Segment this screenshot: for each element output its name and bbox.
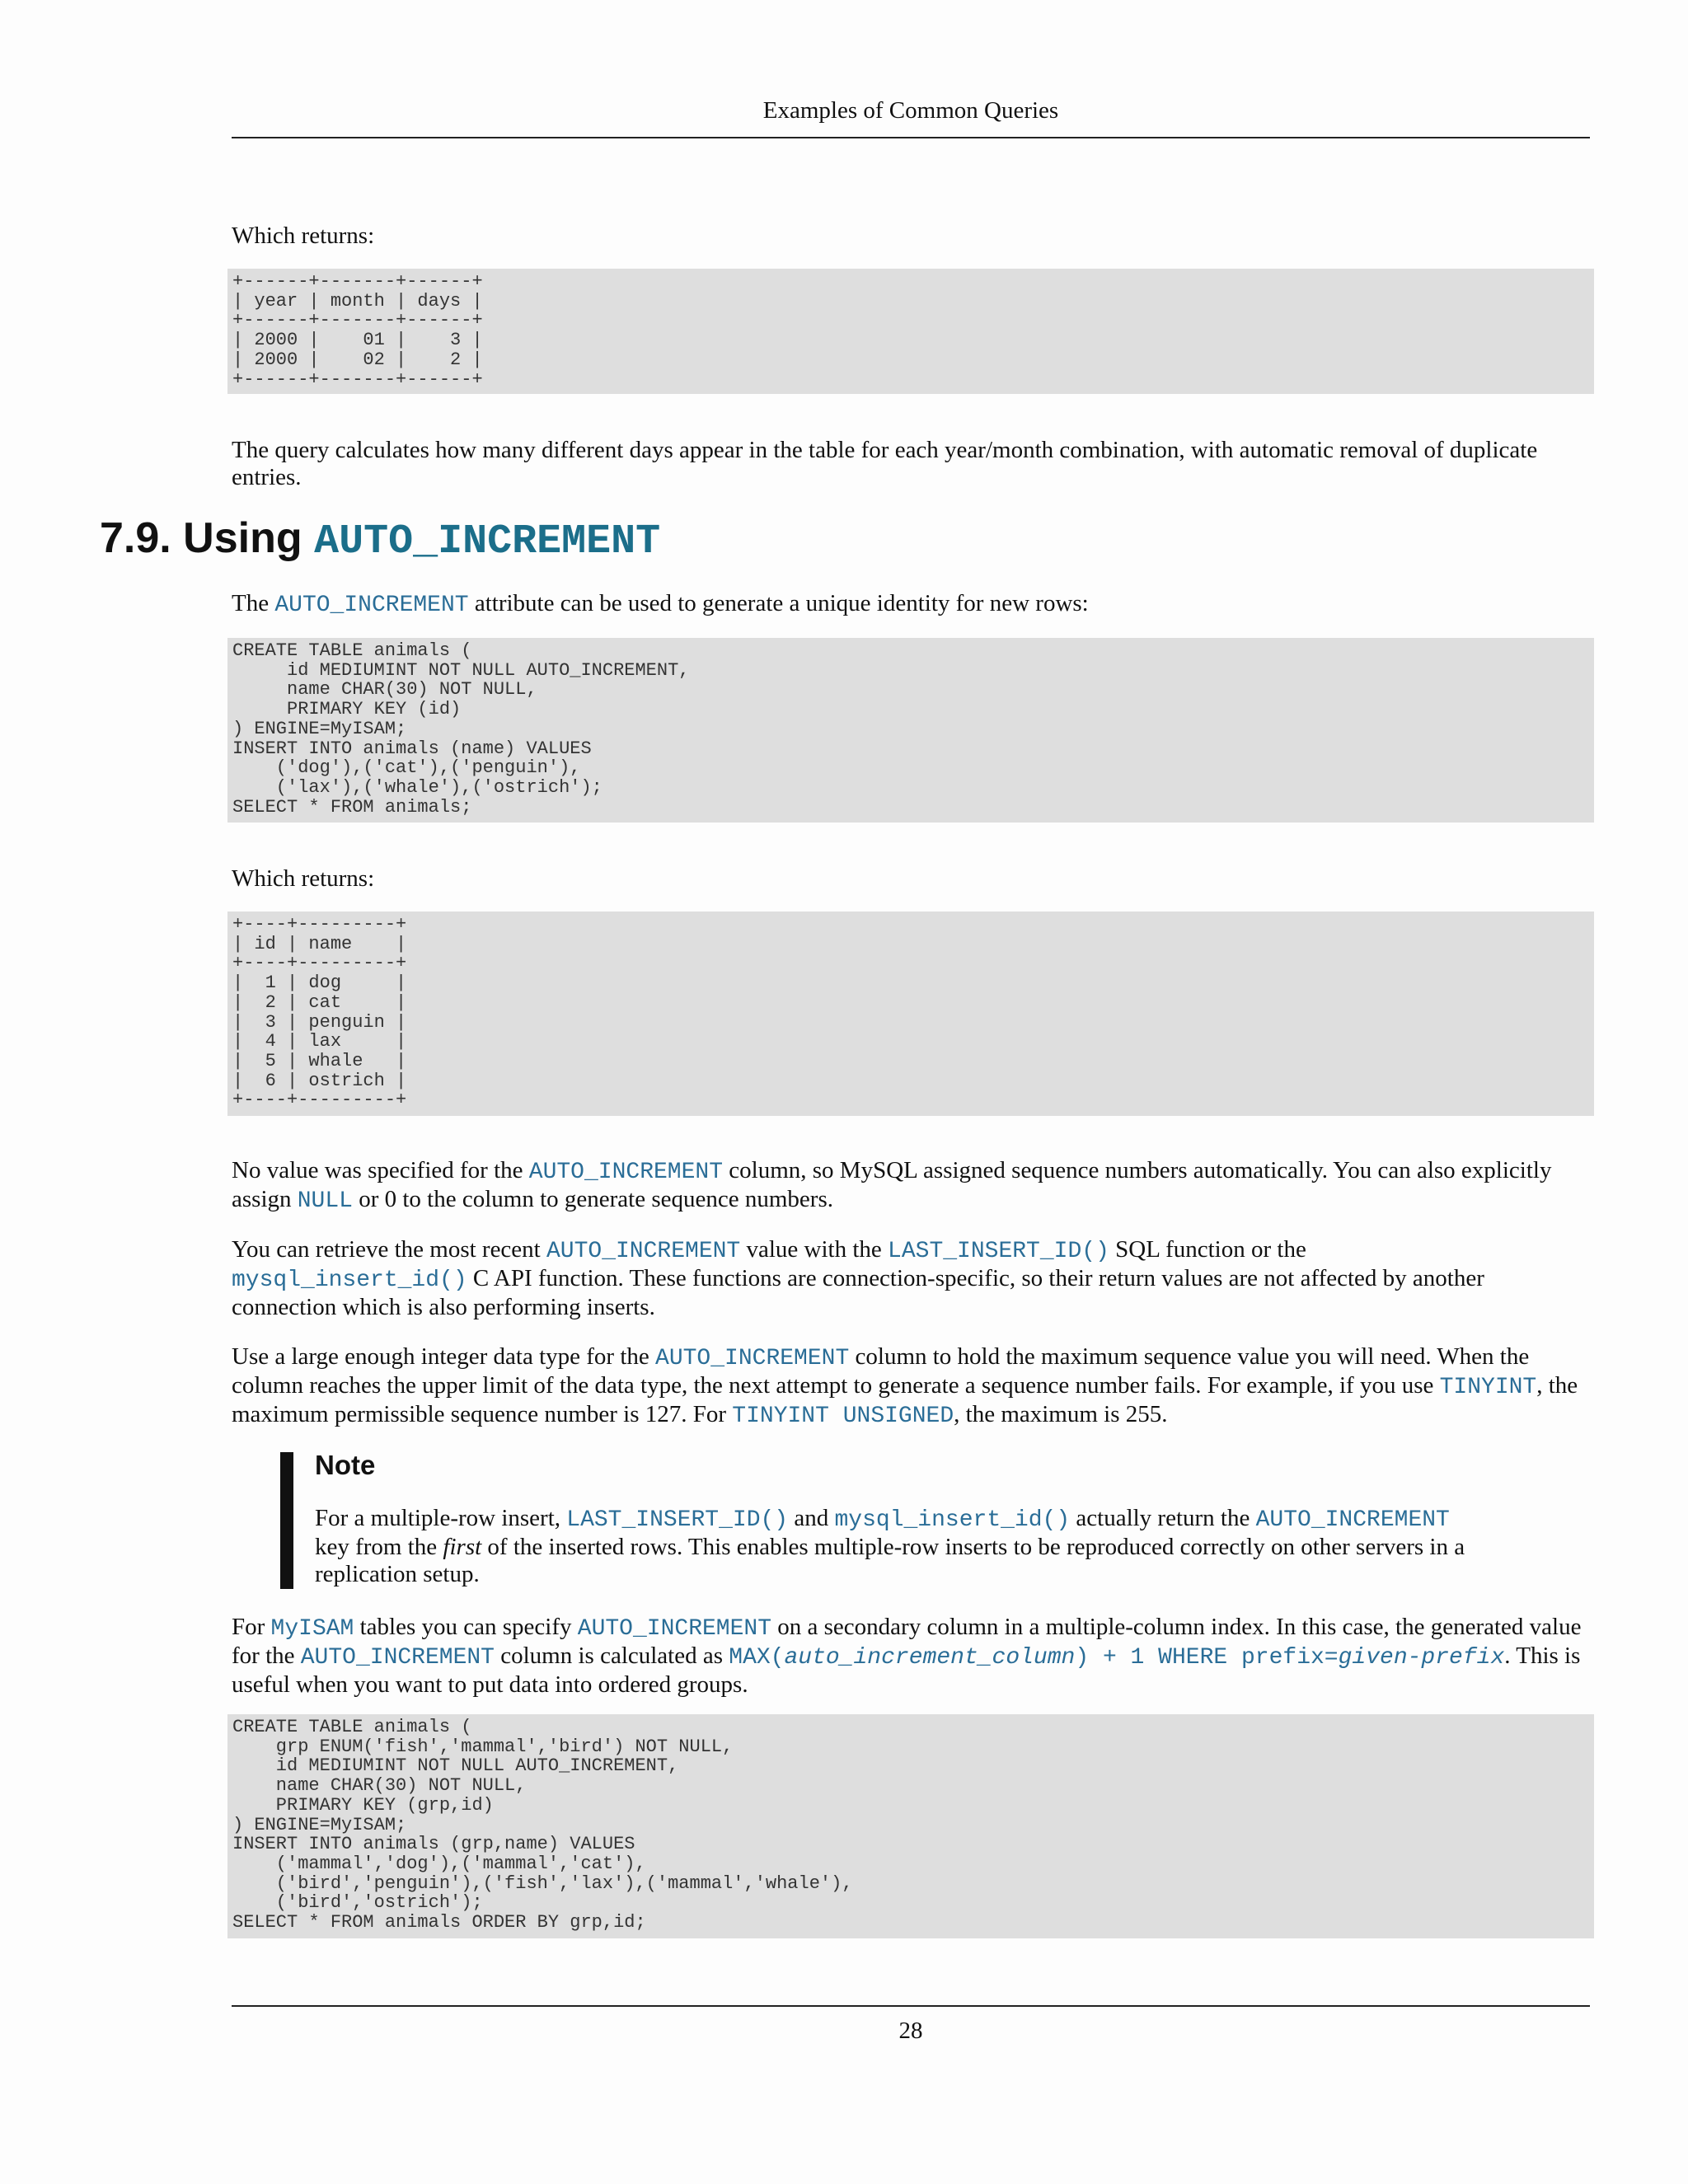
text-run: or 0 to the column to generate sequence numbers. (352, 1186, 833, 1212)
text-run: attribute can be used to generate a unique identity for new rows: (468, 590, 1089, 616)
text-run: and (788, 1505, 835, 1531)
text-run: You can retrieve the most recent (232, 1236, 546, 1263)
section-heading (100, 509, 660, 571)
code-auto-increment[interactable]: AUTO_INCREMENT (528, 1160, 724, 1185)
myisam-paragraph (232, 1614, 1590, 1699)
text-run: on a secondary column in a multiple-column index. In this case, the generated value for the (232, 1614, 1582, 1669)
text-run: column is calculated as (495, 1643, 729, 1669)
code-auto-increment-column: auto_increment_column (784, 1645, 1076, 1671)
text-run: value with the (740, 1236, 889, 1263)
text-run: For a multiple-row insert, (315, 1505, 567, 1531)
text-run: key from the (315, 1534, 443, 1560)
text-run: The (232, 590, 275, 616)
text-run: column, so MySQL assigned sequence numbers automatically. You can also explicitly assign (232, 1157, 1552, 1212)
query-explanation-paragraph: The query calculates how many different days appear in the table for each year/month combination, with automatic removal of duplicate entries. (232, 437, 1538, 490)
retrieve-value-paragraph (232, 1236, 1590, 1321)
running-header: Examples of Common Queries (762, 97, 1059, 124)
note-bar (280, 1452, 293, 1589)
code-last-insert-id[interactable]: LAST_INSERT_ID() (566, 1507, 789, 1533)
which-returns-1: Which returns: (232, 223, 375, 249)
footer-rule (232, 2005, 1590, 2007)
no-value-paragraph (232, 1157, 1590, 1215)
text-run: Use a large enough integer data type for the (232, 1343, 656, 1370)
text-run: tables you can specify (354, 1614, 578, 1640)
code-block-result-year-month: +------+-------+------+ | year | month | days | +------+-------+------+ | 2000 | 01 | 3 | | 2000 | 02 | 2 | +------+-------+------+ (227, 269, 1594, 394)
note-body (315, 1505, 1568, 1588)
code-auto-increment[interactable]: AUTO_INCREMENT (274, 593, 469, 618)
code-auto-increment[interactable]: AUTO_INCREMENT (300, 1645, 495, 1671)
code-block-create-animals: CREATE TABLE animals ( id MEDIUMINT NOT NULL AUTO_INCREMENT, name CHAR(30) NOT NULL, PRIMARY KEY (id) ) ENGINE=MyISAM; INSERT INTO animals (name) VALUES ('dog'),('cat'),('penguin'), ('lax'),('whale'),('ostrich'); SELECT * FROM animals; (227, 638, 1594, 823)
page-number: 28 (898, 2018, 923, 2044)
code-last-insert-id[interactable]: LAST_INSERT_ID() (888, 1239, 1109, 1264)
code-auto-increment[interactable]: AUTO_INCREMENT (655, 1346, 850, 1371)
code-auto-increment[interactable]: AUTO_INCREMENT (577, 1616, 772, 1642)
which-returns-2: Which returns: (232, 865, 375, 892)
code-null[interactable]: NULL (297, 1188, 353, 1214)
text-run: C API function. These functions are connection-specific, so their return values are not affected by another connection which is also performing inserts. (232, 1265, 1484, 1320)
code-tinyint-unsigned[interactable]: TINYINT UNSIGNED (732, 1404, 954, 1429)
code-block-result-animals: +----+---------+ | id | name | +----+---------+ | 1 | dog | | 2 | cat | | 3 | penguin | | 4 | lax | | 5 | whale | | 6 | ostrich | +----+---------+ (227, 912, 1594, 1116)
text-run: column to hold the maximum sequence value you will need. When the column reaches the upper limit of the data type, the next attempt to generate a sequence number fails. For example, if you use (232, 1343, 1530, 1399)
text-run: of the inserted rows. This enables multiple-row inserts to be reproduced correctly on other servers in a replication setup. (315, 1534, 1465, 1587)
code-auto-increment[interactable]: AUTO_INCREMENT (1255, 1507, 1450, 1533)
text-run: actually return the (1070, 1505, 1256, 1531)
auto-increment-intro (232, 590, 1590, 619)
code-given-prefix: given-prefix (1338, 1645, 1505, 1671)
text-run: No value was specified for the (232, 1157, 529, 1183)
text-run: SQL function or the (1109, 1236, 1306, 1263)
text-run: . This is useful when you want to put data into ordered groups. (232, 1643, 1581, 1698)
text-run: , the maximum is 255. (954, 1401, 1168, 1427)
code-tinyint[interactable]: TINYINT (1439, 1375, 1537, 1400)
text-run: For (232, 1614, 271, 1640)
integer-type-paragraph (232, 1343, 1590, 1430)
header-rule (232, 137, 1590, 138)
section-heading-code: AUTO_INCREMENT (314, 518, 661, 565)
note-title: Note (315, 1450, 376, 1480)
code-auto-increment[interactable]: AUTO_INCREMENT (546, 1239, 741, 1264)
section-number: 7.9. Using (100, 514, 315, 562)
code-block-create-animals-grp: CREATE TABLE animals ( grp ENUM('fish','mammal','bird') NOT NULL, id MEDIUMINT NOT NULL AUTO_INCREMENT, name CHAR(30) NOT NULL, PRIMARY KEY (grp,id) ) ENGINE=MyISAM; INSERT INTO animals (grp,name) VALUES ('mammal','dog'),('mammal','cat'), ('bird','penguin'),('fish','lax'),('mammal','whale'), ('bird','ostrich'); SELECT * FROM animals ORDER BY grp,id; (227, 1714, 1594, 1938)
code-max: MAX( (729, 1645, 785, 1671)
code-where-prefix: ) + 1 WHERE prefix= (1075, 1645, 1339, 1671)
text-run: , the maximum permissible sequence number is 127. For (232, 1372, 1578, 1427)
code-myisam[interactable]: MyISAM (270, 1616, 354, 1642)
emphasis-first: first (443, 1534, 482, 1560)
code-mysql-insert-id[interactable]: mysql_insert_id() (232, 1268, 467, 1293)
code-mysql-insert-id[interactable]: mysql_insert_id() (834, 1507, 1071, 1533)
